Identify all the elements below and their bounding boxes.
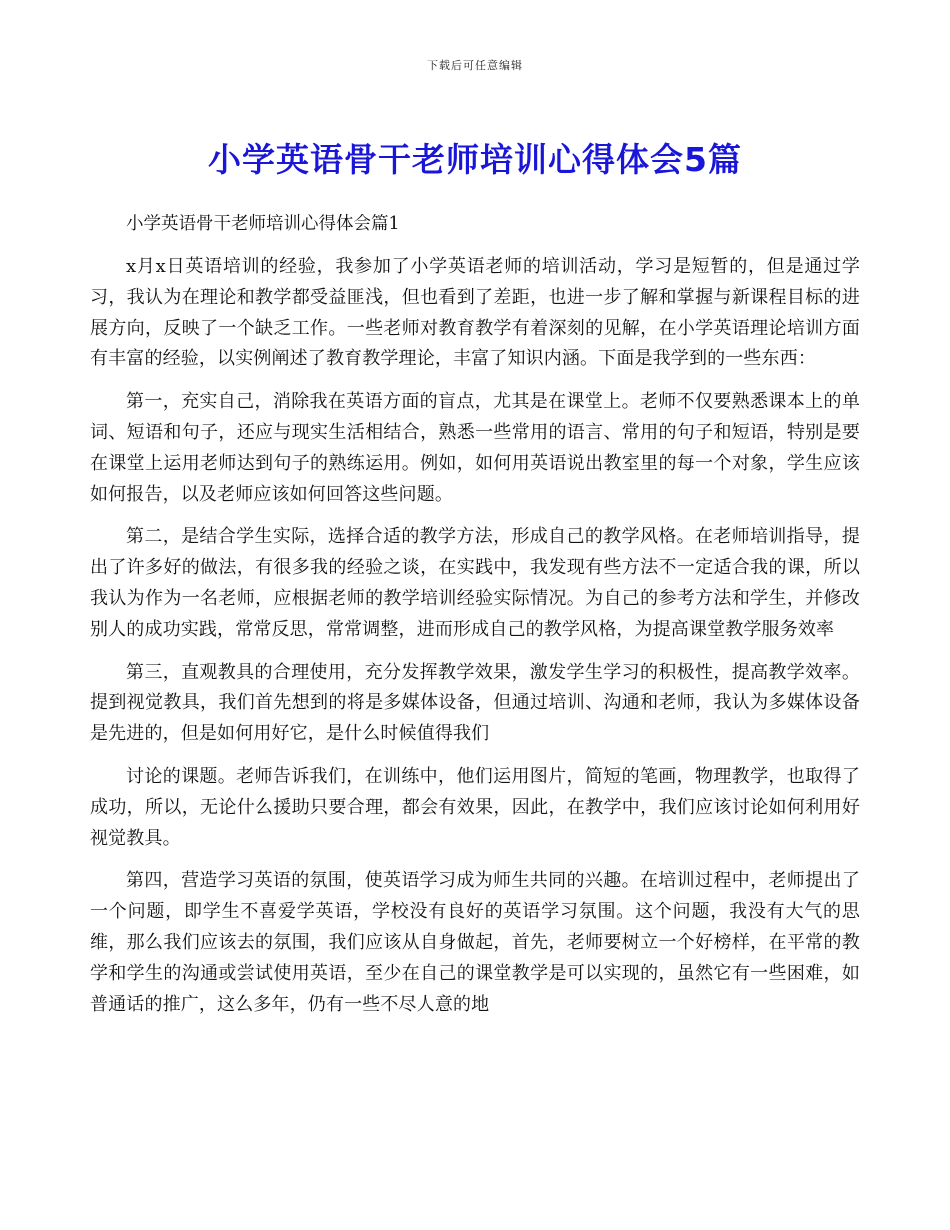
section-subtitle: 小学英语骨干老师培训心得体会篇1: [126, 214, 400, 234]
paragraph-point-3: 第三，直观教具的合理使用，充分发挥教学效果，激发学生学习的积极性，提高教学效率。提到视觉教具，我们首先想到的将是多媒体设备，但通过培训、沟通和老师，我认为多媒体设备是先进的，但是如何用好它，是什么时候值得我们: [90, 661, 860, 745]
paragraph-intro: x月x日英语培训的经验，我参加了小学英语老师的培训活动，学习是短暂的，但是通过学习，我认为在理论和教学都受益匪浅，但也看到了差距，也进一步了解和掌握与新课程目标的进展方向，反映了一个缺乏工作。一些老师对教育教学有着深刻的见解，在小学英语理论培训方面有丰富的经验，以实例阐述了教育教学理论，丰富了知识内涵。下面是我学到的一些东西：: [90, 256, 860, 370]
paragraph-point-3-continued: 讨论的课题。老师告诉我们，在训练中，他们运用图片，简短的笔画，物理教学，也取得了成功，所以，无论什么援助只要合理，都会有效果，因此，在教学中，我们应该讨论如何利用好视觉教具。: [90, 765, 860, 849]
header-note: 下载后可任意编辑: [427, 59, 523, 72]
document-body: [90, 206, 860, 1032]
paragraph-point-4: 第四，营造学习英语的氛围，使英语学习成为师生共同的兴趣。在培训过程中，老师提出了一个问题，即学生不喜爱学英语，学校没有良好的英语学习氛围。这个问题，我没有大气的思维，那么我们应该去的氛围，我们应该从自身做起，首先，老师要树立一个好榜样，在平常的教学和学生的沟通或尝试使用英语，至少在自己的课堂教学是可以实现的，虽然它有一些困难，如普通话的推广，这么多年，仍有一些不尽人意的地: [90, 870, 860, 1015]
document-title: 小学英语骨干老师培训心得体会5篇: [208, 140, 742, 179]
paragraph-point-2: 第二，是结合学生实际，选择合适的教学方法，形成自己的教学风格。在老师培训指导，提出了许多好的做法，有很多我的经验之谈，在实践中，我发现有些方法不一定适合我的课，所以我认为作为一名老师，应根据老师的教学培训经验实际情况。为自己的参考方法和学生，并修改别人的成功实践，常常反思，常常调整，进而形成自己的教学风格，为提高课堂教学服务效率: [90, 526, 860, 640]
paragraph-point-1: 第一，充实自己，消除我在英语方面的盲点，尤其是在课堂上。老师不仅要熟悉课本上的单词、短语和句子，还应与现实生活相结合，熟悉一些常用的语言、常用的句子和短语，特别是要在课堂上运用老师达到句子的熟练运用。例如，如何用英语说出教室里的每一个对象，学生应该如何报告，以及老师应该如何回答这些问题。: [90, 391, 860, 505]
